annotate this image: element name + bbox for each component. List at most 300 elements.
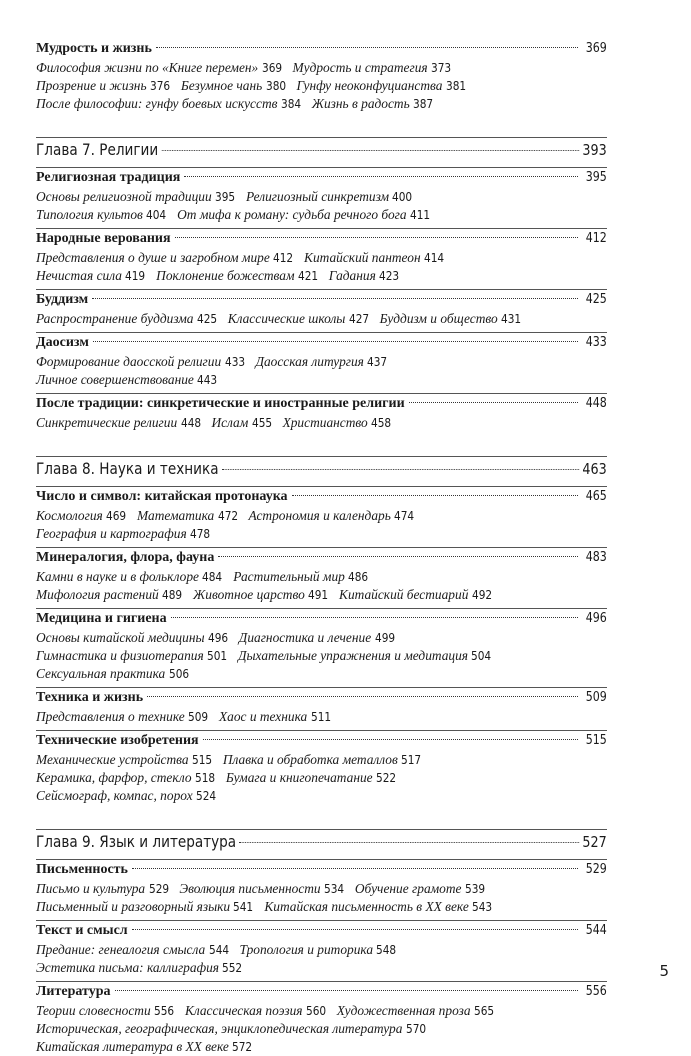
section-divider bbox=[36, 167, 607, 168]
subsection-entry[interactable] bbox=[226, 770, 399, 785]
subsection-line bbox=[36, 525, 607, 543]
section-divider bbox=[36, 920, 607, 921]
subsection-entry[interactable] bbox=[255, 354, 390, 369]
subsection-page: 524 bbox=[196, 789, 217, 803]
subsection-title: Христианство bbox=[282, 415, 368, 430]
section-divider bbox=[36, 687, 607, 688]
subsection-title: География и картография bbox=[36, 526, 187, 541]
section-title: Даосизм bbox=[36, 335, 89, 350]
subsection-page: 511 bbox=[310, 710, 331, 724]
subsection-title: Личное совершенствование bbox=[36, 372, 194, 387]
subsection-line bbox=[36, 665, 607, 683]
toc-section bbox=[36, 332, 607, 389]
subsection-page: 541 bbox=[233, 900, 254, 914]
chapter-page: 527 bbox=[582, 833, 607, 851]
toc-section bbox=[36, 167, 607, 224]
subsection-page: 427 bbox=[348, 312, 369, 326]
toc-section bbox=[36, 859, 607, 916]
dot-leader bbox=[93, 341, 578, 342]
subsection-title: Мифология растений bbox=[36, 587, 159, 602]
subsection-title: Мудрость и стратегия bbox=[292, 60, 428, 75]
subsection-page: 565 bbox=[473, 1004, 495, 1018]
subsection-entry[interactable] bbox=[36, 207, 169, 222]
subsection-page: 518 bbox=[194, 771, 216, 785]
subsection-title: Представления о душе и загробном мире bbox=[36, 250, 270, 265]
subsection-page: 448 bbox=[180, 416, 201, 430]
subsection-line bbox=[36, 77, 607, 95]
subsection-entry[interactable] bbox=[36, 960, 245, 975]
subsection-entry[interactable] bbox=[36, 354, 247, 369]
subsection-entry[interactable] bbox=[233, 569, 371, 584]
subsection-title: Жизнь в радость bbox=[311, 96, 410, 111]
section-divider bbox=[36, 486, 607, 487]
subsection-title: Гунфу неоконфуцианства bbox=[296, 78, 443, 93]
subsection-page: 529 bbox=[148, 882, 169, 896]
chapter-title: Глава 7. Религии bbox=[36, 140, 159, 159]
section-divider bbox=[36, 393, 607, 394]
toc-chapter bbox=[36, 456, 607, 805]
subsection-entry[interactable] bbox=[36, 788, 219, 803]
subsection-title: Растительный мир bbox=[233, 569, 345, 584]
subsection-title: Представления о технике bbox=[36, 709, 185, 724]
section-title: Буддизм bbox=[36, 292, 89, 307]
subsection-page: 484 bbox=[202, 570, 223, 584]
subsection-title: Основы религиозной традиции bbox=[36, 189, 212, 204]
subsection-title: Животное царство bbox=[192, 587, 305, 602]
subsection-entry[interactable] bbox=[36, 709, 211, 724]
subsection-page: 522 bbox=[375, 771, 397, 785]
subsection-line bbox=[36, 95, 607, 113]
subsection-title: Хаос и техника bbox=[218, 709, 308, 724]
subsection-page: 486 bbox=[348, 570, 369, 584]
subsection-page: 400 bbox=[392, 190, 413, 204]
section-page: 425 bbox=[585, 292, 607, 307]
subsection-title: Камни в науке и в фольклоре bbox=[36, 569, 200, 584]
subsection-entry[interactable] bbox=[36, 415, 203, 430]
subsection-line bbox=[36, 568, 607, 586]
subsection-entry[interactable] bbox=[211, 415, 274, 430]
subsection-entry[interactable] bbox=[36, 752, 215, 767]
section-page: 496 bbox=[585, 611, 607, 626]
subsection-page: 517 bbox=[401, 753, 422, 767]
subsection-entry[interactable] bbox=[329, 268, 402, 283]
toc-section bbox=[36, 486, 607, 543]
section-page: 412 bbox=[585, 231, 607, 246]
toc-section bbox=[36, 228, 607, 285]
section-heading[interactable] bbox=[36, 981, 607, 1002]
subsection-entry[interactable] bbox=[246, 189, 415, 204]
section-title: Минералогия, флора, фауна bbox=[36, 550, 215, 565]
section-page: 515 bbox=[585, 733, 607, 748]
chapter-title: Глава 9. Язык и литература bbox=[36, 832, 237, 851]
subsection-entry[interactable] bbox=[293, 60, 454, 75]
subsection-entry[interactable] bbox=[36, 78, 173, 93]
subsection-title: Обучение грамоте bbox=[354, 881, 462, 896]
subsection-entry[interactable] bbox=[337, 1003, 497, 1018]
subsection-page: 539 bbox=[464, 882, 486, 896]
section-title: Медицина и гигиена bbox=[36, 611, 167, 626]
section-title: Мудрость и жизнь bbox=[36, 41, 152, 56]
subsection-title: Классическая поэзия bbox=[184, 1003, 303, 1018]
subsection-entry[interactable] bbox=[339, 587, 495, 602]
subsection-entry[interactable] bbox=[36, 630, 231, 645]
subsection-title: Механические устройства bbox=[36, 752, 189, 767]
toc-section bbox=[36, 981, 607, 1056]
section-heading[interactable] bbox=[36, 289, 607, 310]
section-heading[interactable] bbox=[36, 859, 607, 880]
subsection-entry[interactable] bbox=[304, 250, 447, 265]
dot-leader bbox=[156, 47, 578, 48]
subsection-page: 504 bbox=[471, 649, 492, 663]
toc-section bbox=[36, 547, 607, 604]
subsection-line bbox=[36, 59, 607, 77]
subsection-page: 376 bbox=[149, 79, 171, 93]
section-page: 483 bbox=[585, 550, 607, 565]
subsection-entry[interactable] bbox=[283, 415, 394, 430]
subsection-title: Поклонение божествам bbox=[156, 268, 295, 283]
subsection-page: 419 bbox=[125, 269, 146, 283]
subsection-page: 543 bbox=[472, 900, 493, 914]
section-title: Технические изобретения bbox=[36, 733, 199, 748]
toc-chapter bbox=[36, 38, 607, 113]
subsection-entry[interactable] bbox=[228, 311, 372, 326]
subsection-line bbox=[36, 1038, 607, 1056]
subsection-entry[interactable] bbox=[36, 311, 220, 326]
toc-section bbox=[36, 608, 607, 683]
subsection-line bbox=[36, 751, 607, 769]
section-heading[interactable] bbox=[36, 38, 607, 59]
dot-leader bbox=[240, 842, 579, 843]
section-heading[interactable] bbox=[36, 332, 607, 353]
subsection-page: 499 bbox=[374, 631, 395, 645]
section-divider bbox=[36, 289, 607, 290]
subsection-line bbox=[36, 586, 607, 604]
subsection-title: Предание: генеалогия смысла bbox=[36, 942, 206, 957]
subsection-page: 373 bbox=[430, 61, 452, 75]
subsection-page: 509 bbox=[188, 710, 209, 724]
subsection-entry[interactable] bbox=[238, 648, 494, 663]
subsection-line bbox=[36, 959, 607, 977]
section-divider bbox=[36, 332, 607, 333]
subsection-title: От мифа к роману: судьба речного бога bbox=[177, 207, 407, 222]
toc-section bbox=[36, 730, 607, 805]
subsection-entry[interactable] bbox=[36, 770, 218, 785]
subsection-title: Нечистая сила bbox=[36, 268, 122, 283]
subsection-title: Религиозный синкретизм bbox=[245, 189, 390, 204]
subsection-page: 423 bbox=[379, 269, 400, 283]
dot-leader bbox=[218, 556, 578, 557]
subsection-entry[interactable] bbox=[181, 78, 289, 93]
section-title: Письменность bbox=[36, 862, 128, 877]
subsection-page: 421 bbox=[297, 269, 319, 283]
subsection-entry[interactable] bbox=[36, 587, 185, 602]
toc-section bbox=[36, 289, 607, 328]
subsection-title: Космология bbox=[36, 508, 103, 523]
subsection-title: Историческая, географическая, энциклопедическая литература bbox=[36, 1021, 403, 1036]
subsection-page: 515 bbox=[191, 753, 213, 767]
subsection-page: 455 bbox=[251, 416, 272, 430]
subsection-line bbox=[36, 787, 607, 805]
subsection-line bbox=[36, 414, 607, 432]
subsection-page: 544 bbox=[208, 943, 229, 957]
subsection-line bbox=[36, 249, 607, 267]
subsection-title: Распространение буддизма bbox=[36, 311, 194, 326]
subsection-entry[interactable] bbox=[296, 78, 468, 93]
section-heading[interactable] bbox=[36, 547, 607, 568]
section-divider bbox=[36, 547, 607, 548]
subsection-title: Китайский бестиарий bbox=[339, 587, 469, 602]
subsection-line bbox=[36, 629, 607, 647]
subsection-title: Гимнастика и физиотерапия bbox=[36, 648, 204, 663]
subsection-entry[interactable] bbox=[36, 189, 238, 204]
section-heading[interactable] bbox=[36, 920, 607, 941]
subsection-entry[interactable] bbox=[177, 207, 433, 222]
subsection-line bbox=[36, 880, 607, 898]
subsection-line bbox=[36, 310, 607, 328]
subsection-entry[interactable] bbox=[36, 1039, 255, 1054]
dot-leader bbox=[92, 298, 578, 299]
subsection-line bbox=[36, 941, 607, 959]
section-page: 556 bbox=[585, 984, 607, 999]
subsection-entry[interactable] bbox=[355, 881, 488, 896]
subsection-entry[interactable] bbox=[36, 899, 256, 914]
chapter-title: Глава 8. Наука и техника bbox=[36, 459, 219, 478]
subsection-entry[interactable] bbox=[185, 1003, 329, 1018]
section-title: Литература bbox=[36, 984, 111, 999]
dot-leader bbox=[184, 176, 578, 177]
subsection-page: 469 bbox=[106, 509, 127, 523]
subsection-line bbox=[36, 769, 607, 787]
subsection-entry[interactable] bbox=[179, 881, 346, 896]
section-heading[interactable] bbox=[36, 687, 607, 708]
section-divider bbox=[36, 981, 607, 982]
subsection-title: Эволюция письменности bbox=[179, 881, 321, 896]
subsection-entry[interactable] bbox=[36, 526, 213, 541]
section-title: Техника и жизнь bbox=[36, 690, 144, 705]
subsection-title: Эстетика письма: каллиграфия bbox=[36, 960, 220, 975]
toc-section bbox=[36, 920, 607, 977]
subsection-page: 404 bbox=[146, 208, 167, 222]
section-page: 395 bbox=[585, 170, 607, 185]
subsection-title: Китайская письменность в XX веке bbox=[264, 899, 469, 914]
subsection-title: Прозрение и жизнь bbox=[36, 78, 147, 93]
subsection-line bbox=[36, 206, 607, 224]
subsection-title: Керамика, фарфор, стекло bbox=[36, 770, 192, 785]
subsection-line bbox=[36, 267, 607, 285]
subsection-page: 560 bbox=[305, 1004, 327, 1018]
subsection-line bbox=[36, 647, 607, 665]
dot-leader bbox=[409, 402, 579, 403]
subsection-title: После философии: гунфу боевых искусств bbox=[36, 96, 278, 111]
section-divider bbox=[36, 730, 607, 731]
dot-leader bbox=[292, 495, 579, 496]
subsection-title: Бумага и книгопечатание bbox=[225, 770, 373, 785]
subsection-title: Основы китайской медицины bbox=[36, 630, 205, 645]
subsection-line bbox=[36, 1002, 607, 1020]
subsection-title: Даосская литургия bbox=[255, 354, 364, 369]
toc-chapter bbox=[36, 137, 607, 432]
page-number: 5 bbox=[659, 962, 669, 980]
subsection-entry[interactable] bbox=[36, 569, 225, 584]
section-heading[interactable] bbox=[36, 730, 607, 751]
subsection-entry[interactable] bbox=[223, 752, 424, 767]
section-page: 465 bbox=[585, 489, 607, 504]
subsection-entry[interactable] bbox=[36, 942, 231, 957]
chapter-heading[interactable] bbox=[36, 456, 607, 482]
subsection-entry[interactable] bbox=[156, 268, 321, 283]
subsection-title: Гадания bbox=[328, 268, 376, 283]
subsection-title: Сейсмограф, компас, порох bbox=[36, 788, 193, 803]
subsection-entry[interactable] bbox=[193, 587, 331, 602]
subsection-entry[interactable] bbox=[36, 881, 171, 896]
dot-leader bbox=[115, 990, 579, 991]
subsection-entry[interactable] bbox=[312, 96, 436, 111]
subsection-page: 501 bbox=[207, 649, 228, 663]
subsection-entry[interactable] bbox=[239, 942, 399, 957]
subsection-page: 411 bbox=[409, 208, 431, 222]
dot-leader bbox=[171, 617, 579, 618]
section-title: Текст и смысл bbox=[36, 923, 128, 938]
subsection-page: 534 bbox=[323, 882, 345, 896]
subsection-title: Буддизм и общество bbox=[379, 311, 498, 326]
subsection-title: Безумное чань bbox=[180, 78, 263, 93]
subsection-line bbox=[36, 507, 607, 525]
section-page: 433 bbox=[585, 335, 607, 350]
subsection-page: 412 bbox=[273, 251, 294, 265]
subsection-entry[interactable] bbox=[36, 60, 285, 75]
subsection-title: Классические школы bbox=[227, 311, 346, 326]
subsection-entry[interactable] bbox=[36, 250, 296, 265]
section-heading[interactable] bbox=[36, 608, 607, 629]
section-page: 544 bbox=[585, 923, 607, 938]
table-of-contents bbox=[36, 38, 607, 1056]
subsection-page: 380 bbox=[265, 79, 286, 93]
dot-leader bbox=[147, 696, 578, 697]
chapter-page: 463 bbox=[582, 460, 607, 478]
subsection-line bbox=[36, 371, 607, 389]
subsection-page: 437 bbox=[367, 355, 388, 369]
subsection-page: 369 bbox=[261, 61, 282, 75]
subsection-title: Астрономия и календарь bbox=[248, 508, 391, 523]
subsection-page: 489 bbox=[162, 588, 183, 602]
subsection-page: 472 bbox=[217, 509, 238, 523]
section-divider bbox=[36, 859, 607, 860]
section-heading[interactable] bbox=[36, 393, 607, 414]
subsection-page: 384 bbox=[280, 97, 301, 111]
dot-leader bbox=[132, 929, 579, 930]
dot-leader bbox=[175, 237, 579, 238]
subsection-page: 548 bbox=[376, 943, 397, 957]
subsection-entry[interactable] bbox=[36, 1003, 177, 1018]
subsection-entry[interactable] bbox=[137, 508, 240, 523]
section-title: Народные верования bbox=[36, 231, 171, 246]
section-page: 509 bbox=[585, 690, 607, 705]
subsection-line bbox=[36, 1020, 607, 1038]
subsection-page: 556 bbox=[154, 1004, 175, 1018]
subsection-page: 492 bbox=[471, 588, 492, 602]
subsection-page: 478 bbox=[190, 527, 211, 541]
subsection-title: Плавка и обработка металлов bbox=[222, 752, 398, 767]
subsection-page: 387 bbox=[413, 97, 434, 111]
subsection-page: 552 bbox=[222, 961, 243, 975]
subsection-entry[interactable] bbox=[249, 508, 418, 523]
subsection-entry[interactable] bbox=[36, 648, 230, 663]
subsection-line bbox=[36, 188, 607, 206]
subsection-page: 433 bbox=[224, 355, 245, 369]
subsection-page: 458 bbox=[371, 416, 392, 430]
subsection-page: 572 bbox=[232, 1040, 253, 1054]
subsection-title: Философия жизни по «Книге перемен» bbox=[36, 60, 259, 75]
subsection-entry[interactable] bbox=[380, 311, 524, 326]
subsection-title: Китайская литература в XX веке bbox=[36, 1039, 229, 1054]
subsection-title: Типология культов bbox=[36, 207, 143, 222]
dot-leader bbox=[132, 868, 578, 869]
subsection-page: 414 bbox=[423, 251, 445, 265]
dot-leader bbox=[203, 739, 579, 740]
subsection-page: 381 bbox=[445, 79, 466, 93]
subsection-page: 496 bbox=[207, 631, 229, 645]
subsection-page: 506 bbox=[168, 667, 189, 681]
subsection-title: Дыхательные упражнения и медитация bbox=[237, 648, 469, 663]
subsection-page: 491 bbox=[308, 588, 329, 602]
subsection-title: Письмо и культура bbox=[36, 881, 146, 896]
chapter-page: 393 bbox=[582, 141, 607, 159]
toc-section bbox=[36, 393, 607, 432]
subsection-line bbox=[36, 353, 607, 371]
section-divider bbox=[36, 608, 607, 609]
section-page: 448 bbox=[585, 396, 607, 411]
subsection-title: Математика bbox=[137, 508, 215, 523]
toc-section bbox=[36, 687, 607, 726]
subsection-title: Ислам bbox=[211, 415, 249, 430]
section-heading[interactable] bbox=[36, 228, 607, 249]
subsection-title: Письменный и разговорный языки bbox=[36, 899, 231, 914]
subsection-title: Формирование даосской религии bbox=[36, 354, 222, 369]
section-title: После традиции: синкретические и иностранные религии bbox=[36, 396, 405, 411]
section-title: Религиозная традиция bbox=[36, 170, 181, 185]
subsection-entry[interactable] bbox=[219, 709, 334, 724]
subsection-line bbox=[36, 898, 607, 916]
subsection-title: Синкретические религии bbox=[36, 415, 178, 430]
subsection-entry[interactable] bbox=[239, 630, 398, 645]
subsection-entry[interactable] bbox=[36, 1021, 429, 1036]
toc-section bbox=[36, 38, 607, 113]
section-page: 529 bbox=[585, 862, 607, 877]
section-title: Число и символ: китайская протонаука bbox=[36, 489, 288, 504]
subsection-entry[interactable] bbox=[264, 899, 495, 914]
subsection-entry[interactable] bbox=[36, 96, 304, 111]
subsection-page: 425 bbox=[196, 312, 217, 326]
dot-leader bbox=[162, 150, 579, 151]
section-divider bbox=[36, 228, 607, 229]
chapter-heading[interactable] bbox=[36, 829, 607, 855]
subsection-entry[interactable] bbox=[36, 508, 129, 523]
subsection-entry[interactable] bbox=[36, 666, 191, 681]
chapter-heading[interactable] bbox=[36, 137, 607, 163]
toc-chapter bbox=[36, 829, 607, 1056]
subsection-page: 474 bbox=[394, 509, 415, 523]
section-heading[interactable] bbox=[36, 167, 607, 188]
subsection-page: 395 bbox=[215, 190, 236, 204]
subsection-title: Китайский пантеон bbox=[304, 250, 421, 265]
subsection-page: 570 bbox=[405, 1022, 426, 1036]
subsection-entry[interactable] bbox=[36, 268, 148, 283]
subsection-entry[interactable] bbox=[36, 372, 220, 387]
section-heading[interactable] bbox=[36, 486, 607, 507]
subsection-title: Диагностика и лечение bbox=[238, 630, 372, 645]
subsection-page: 443 bbox=[197, 373, 218, 387]
subsection-line bbox=[36, 708, 607, 726]
